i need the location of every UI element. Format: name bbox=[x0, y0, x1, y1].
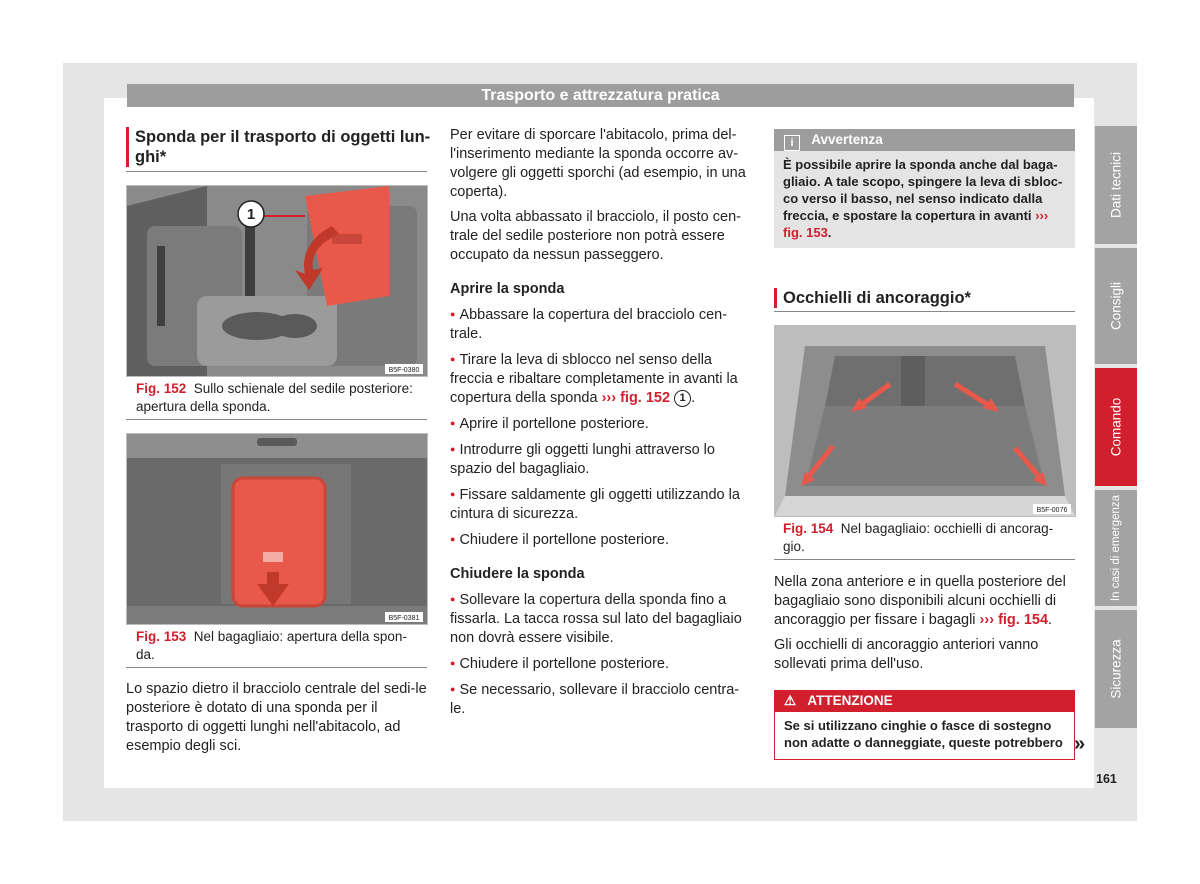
open-step: ● Introdurre gli oggetti lunghi attraverso lo spazio del bagagliaio. bbox=[450, 440, 750, 479]
figure-152-label: Fig. 152 bbox=[136, 381, 187, 396]
figure-152-caption bbox=[136, 380, 421, 416]
page-number: 161 bbox=[1096, 772, 1117, 786]
tab-sicurezza[interactable] bbox=[1095, 610, 1137, 728]
continue-mark: » bbox=[1074, 733, 1086, 755]
figure-153-label: Fig. 153 bbox=[136, 629, 187, 644]
fig-153-link[interactable]: fig. 153 bbox=[783, 225, 828, 240]
anchors-ref-arrows: ››› bbox=[979, 612, 995, 628]
figure-153-image bbox=[126, 433, 428, 625]
section-title-occhielli: Occhielli di ancoraggio* bbox=[774, 288, 1073, 308]
fig-154-link[interactable]: fig. 154 bbox=[998, 612, 1049, 628]
caption-underline-152 bbox=[126, 419, 427, 420]
section-title-line1: Sponda per il trasporto di oggetti lun- bbox=[135, 128, 431, 146]
open-step: ● Chiudere il portellone posteriore. bbox=[450, 530, 750, 550]
caption-underline-153 bbox=[126, 667, 427, 668]
open-subheading: Aprire la sponda bbox=[450, 281, 565, 297]
warning-title: ATTENZIONE bbox=[807, 693, 893, 708]
note-text: È possibile aprire la sponda anche dal baga-gliaio. A tale scopo, spingere la leva di sbloc-co verso il basso, nel senso indicato dalla freccia, e spostare la copertura in avanti bbox=[783, 157, 1063, 223]
note-title: Avvertenza bbox=[811, 132, 883, 147]
figure-154-caption-text: Nel bagagliaio: occhielli di ancorag-gio. bbox=[783, 521, 1054, 554]
chapter-header: Trasporto e attrezzatura pratica bbox=[127, 84, 1074, 107]
intro-paragraph: Per evitare di sporcare l'abitacolo, prima del-l'inserimento mediante la sponda occorre av-volgere gli oggetti sporchi (ad esempio, in una coperta). bbox=[450, 127, 746, 200]
figure-152-callout: 1 bbox=[246, 206, 256, 223]
title-underline-occhielli bbox=[774, 311, 1075, 312]
close-step: ● Se necessario, sollevare il bracciolo centra-le. bbox=[450, 680, 750, 719]
open-step: ● Aprire il portellone posteriore. bbox=[450, 414, 750, 434]
callout-1: 1 bbox=[674, 390, 691, 407]
figure-152-image bbox=[126, 185, 428, 377]
warning-triangle-icon: ⚠ bbox=[784, 693, 797, 708]
note-end: . bbox=[827, 225, 832, 240]
tab-emergenza[interactable] bbox=[1095, 490, 1137, 606]
figure-153-caption-text: Nel bagagliaio: apertura della spon-da. bbox=[136, 629, 407, 662]
tab-comando[interactable] bbox=[1095, 368, 1137, 486]
section-title-sponda bbox=[126, 127, 435, 167]
close-step: ● Chiudere il portellone posteriore. bbox=[450, 654, 750, 674]
close-subheading: Chiudere la sponda bbox=[450, 566, 585, 582]
open-step-text: Tirare la leva di sblocco nel senso della freccia e ribaltare completamente in avanti la copertura della sponda bbox=[450, 352, 738, 406]
figure-154-image bbox=[774, 325, 1076, 517]
tab-consigli[interactable] bbox=[1095, 248, 1137, 364]
tab-label: Comando bbox=[1108, 397, 1124, 457]
figure-153-code: B5F-0381 bbox=[388, 615, 420, 622]
note-header bbox=[774, 129, 1075, 151]
tab-dati-tecnici[interactable] bbox=[1095, 126, 1137, 244]
tab-label: Dati tecnici bbox=[1108, 151, 1124, 219]
middle-column bbox=[450, 126, 750, 725]
open-step: ● Tirare la leva di sblocco nel senso della freccia e ribaltare completamente in avanti la copertura della sponda ››› fig. 152 1 . bbox=[450, 350, 750, 408]
figure-154-caption bbox=[783, 520, 1068, 556]
open-step: ● Fissare saldamente gli oggetti utilizzando la cintura di sicurezza. bbox=[450, 485, 750, 524]
fig-152-link[interactable]: fig. 152 bbox=[620, 390, 671, 406]
figure-154-label: Fig. 154 bbox=[783, 521, 834, 536]
anchors-text: Nella zona anteriore e in quella posteriore del bagagliaio sono disponibili alcuni occhielli di ancoraggio per fissare i bagagli bbox=[774, 574, 1066, 628]
anchors-end: . bbox=[1048, 612, 1053, 628]
open-step: ● Abbassare la copertura del bracciolo cen-trale. bbox=[450, 305, 750, 344]
figure-154-code: B5F-0076 bbox=[1036, 507, 1068, 514]
left-body-text: Lo spazio dietro il bracciolo centrale del sedi-le posteriore è dotato di una sponda per il trasporto di oggetti lunghi nell'abitacolo, ad esempio degli sci. bbox=[126, 681, 427, 754]
figure-152-caption-text: Sullo schienale del sedile posteriore: apertura della sponda. bbox=[136, 381, 413, 414]
close-step: ● Sollevare la copertura della sponda fino a fissarla. La tacca rossa sul lato del bagagliaio non dovrà essere visibile. bbox=[450, 590, 750, 648]
warning-body: Se si utilizzano cinghie o fasce di sostegno non adatte o danneggiate, queste potrebbero bbox=[774, 712, 1075, 760]
tab-label: Sicurezza bbox=[1108, 639, 1124, 699]
note-body bbox=[774, 151, 1075, 248]
title-underline bbox=[126, 171, 427, 172]
note-ref-arrows: ››› bbox=[1035, 208, 1049, 223]
section-title-line2: ghi* bbox=[135, 148, 167, 166]
anchors-paragraph bbox=[774, 573, 1075, 630]
front-anchors-paragraph: Gli occhielli di ancoraggio anteriori vanno sollevati prima dell'uso. bbox=[774, 637, 1039, 672]
info-icon: i bbox=[784, 135, 800, 151]
tab-label: In casi di emergenza bbox=[1110, 494, 1122, 602]
tab-label: Consigli bbox=[1108, 281, 1124, 331]
warning-header bbox=[774, 690, 1075, 712]
figure-153-caption bbox=[136, 628, 421, 664]
ref-arrows: ››› bbox=[601, 390, 617, 406]
right-body bbox=[774, 573, 1075, 680]
armrest-paragraph: Una volta abbassato il bracciolo, il posto cen-trale del sedile posteriore non potrà essere occupato da nessun passeggero. bbox=[450, 209, 741, 263]
figure-152-code: B5F-0380 bbox=[388, 367, 420, 374]
caption-underline-154 bbox=[774, 559, 1075, 560]
